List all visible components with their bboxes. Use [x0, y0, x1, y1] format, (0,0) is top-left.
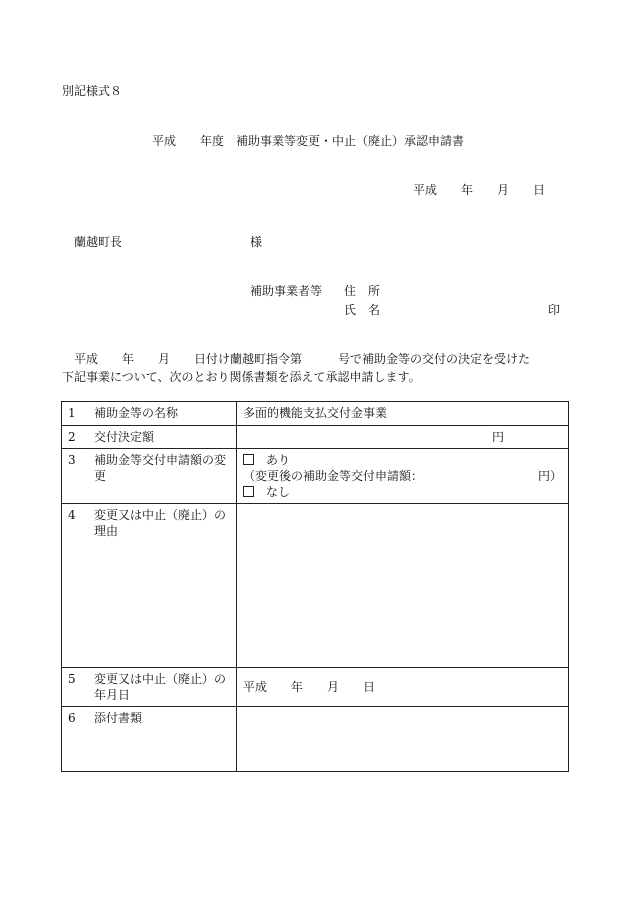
row-label-cell [62, 426, 237, 449]
row-label: 変更又は中止（廃止）の年月日 [94, 672, 227, 702]
row-label: 補助金等の名称 [94, 406, 179, 420]
row-label-cell [62, 504, 237, 668]
table-row [62, 402, 569, 426]
table-row [62, 426, 569, 449]
form-table [61, 401, 569, 772]
row-label-cell [62, 402, 237, 426]
name-label: 氏 名 [344, 303, 381, 317]
changed-amount-detail [243, 468, 562, 484]
form-title: 平成 年度 補助事業等変更・中止（廃止）承認申請書 [152, 134, 465, 148]
changed-amount-label: （変更後の補助金等交付申請額： [243, 469, 424, 483]
recipient-honorific: 様 [250, 235, 263, 249]
table-row [62, 707, 569, 772]
yen-unit: 円 [491, 430, 504, 444]
row-label: 補助金等交付申請額の変更 [94, 453, 227, 483]
applicant-label: 補助事業者等 [250, 284, 323, 298]
table-row [62, 504, 569, 668]
amount-change-cell [237, 449, 569, 504]
subsidy-name-value[interactable]: 多面的機能支払交付金事業 [237, 402, 569, 426]
changed-amount-unit: 円） [537, 469, 562, 483]
form-number: 別記様式８ [62, 84, 123, 98]
row-label-cell [62, 449, 237, 504]
application-date: 平成 年 月 日 [413, 183, 546, 197]
seal-mark: 印 [548, 303, 561, 317]
row-number: 1 [68, 406, 76, 420]
decided-amount-field[interactable] [237, 426, 569, 449]
row-label-cell [62, 668, 237, 707]
address-label: 住 所 [344, 284, 381, 298]
option-yes[interactable] [243, 452, 562, 468]
row-number: 6 [68, 711, 76, 725]
option-yes-label: あり [266, 453, 291, 467]
option-no[interactable] [243, 484, 562, 500]
row-number: 4 [68, 508, 76, 522]
change-date-field[interactable]: 平成 年 月 日 [237, 668, 569, 707]
checkbox-icon[interactable] [243, 454, 254, 465]
table-row [62, 449, 569, 504]
row-label: 交付決定額 [94, 430, 155, 444]
row-label: 添付書類 [94, 711, 143, 725]
body-text-line-2: 下記事業について、次のとおり関係書類を添えて承認申請します。 [62, 370, 421, 384]
row-number: 3 [68, 453, 76, 467]
attachments-field[interactable] [237, 707, 569, 772]
row-number: 5 [68, 672, 76, 686]
reason-field[interactable] [237, 504, 569, 668]
table-row [62, 668, 569, 707]
body-text-line-1: 平成 年 月 日付け蘭越町指令第 号で補助金等の交付の決定を受けた [74, 352, 531, 366]
recipient-name: 蘭越町長 [74, 235, 123, 249]
checkbox-icon[interactable] [243, 486, 254, 497]
row-label: 変更又は中止（廃止）の理由 [94, 508, 227, 538]
body-text [62, 350, 590, 386]
row-number: 2 [68, 430, 76, 444]
option-no-label: なし [266, 485, 291, 499]
row-label-cell [62, 707, 237, 772]
